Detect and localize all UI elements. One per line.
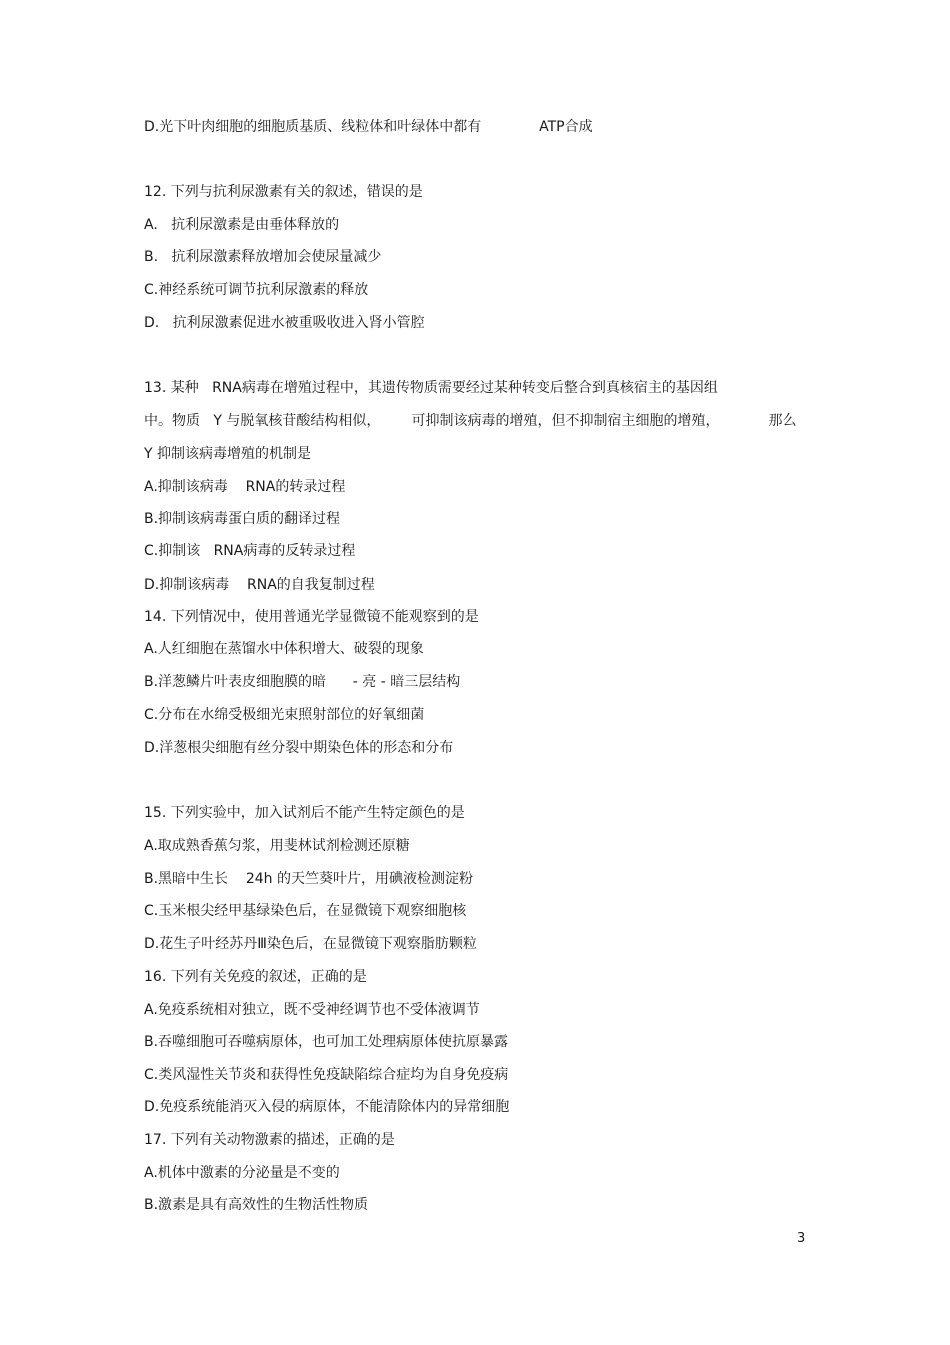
q13-stem-line1: 13. 某种 RNA病毒在增殖过程中，其遗传物质需要经过某种转变后整合到真核宿主的基因组 xyxy=(144,380,718,396)
q13-option-a: A.抑制该病毒 RNA的转录过程 xyxy=(144,479,346,495)
q15-option-c: C.玉米根尖经甲基绿染色后，在显微镜下观察细胞核 xyxy=(144,903,467,919)
q13-option-c: C.抑制该 RNA病毒的反转录过程 xyxy=(144,543,356,559)
q13-stem-line2: 中。物质 Y 与脱氧核苷酸结构相似， 可抑制该病毒的增殖，但不抑制宿主细胞的增殖， 那么 xyxy=(144,413,797,429)
q16-stem: 16. 下列有关免疫的叙述，正确的是 xyxy=(144,969,367,985)
q14-stem: 14. 下列情况中，使用普通光学显微镜不能观察到的是 xyxy=(144,609,479,625)
q17-option-a: A.机体中激素的分泌量是不变的 xyxy=(144,1165,340,1181)
q14-option-d: D.洋葱根尖细胞有丝分裂中期染色体的形态和分布 xyxy=(144,740,454,756)
q12-option-c: C.神经系统可调节抗利尿激素的释放 xyxy=(144,282,369,298)
q12-stem: 12. 下列与抗利尿激素有关的叙述，错误的是 xyxy=(144,184,423,200)
q14-option-c: C.分布在水绵受极细光束照射部位的好氧细菌 xyxy=(144,707,425,723)
q16-option-a: A.免疫系统相对独立，既不受神经调节也不受体液调节 xyxy=(144,1002,480,1018)
page-number: 3 xyxy=(797,1231,806,1246)
q11-option-d: D.光下叶肉细胞的细胞质基质、线粒体和叶绿体中都有 ATP合成 xyxy=(144,119,593,135)
q13-stem-line3: Y 抑制该病毒增殖的机制是 xyxy=(144,446,312,462)
q13-option-b: B.抑制该病毒蛋白质的翻译过程 xyxy=(144,511,341,527)
q16-option-d: D.免疫系统能消灭入侵的病原体，不能清除体内的异常细胞 xyxy=(144,1099,510,1115)
q14-option-a: A.人红细胞在蒸馏水中体积增大、破裂的现象 xyxy=(144,641,424,657)
q15-option-b: B.黑暗中生长 24h 的天竺葵叶片，用碘液检测淀粉 xyxy=(144,871,473,887)
q17-stem: 17. 下列有关动物激素的描述，正确的是 xyxy=(144,1132,395,1148)
q16-option-b: B.吞噬细胞可吞噬病原体，也可加工处理病原体使抗原暴露 xyxy=(144,1034,509,1050)
q16-option-c: C.类风湿性关节炎和获得性免疫缺陷综合症均为自身免疫病 xyxy=(144,1067,509,1083)
q15-option-d: D.花生子叶经苏丹Ⅲ染色后，在显微镜下观察脂肪颗粒 xyxy=(144,936,477,952)
q13-option-d: D.抑制该病毒 RNA的自我复制过程 xyxy=(144,577,375,593)
q17-option-b: B.激素是具有高效性的生物活性物质 xyxy=(144,1197,369,1213)
q15-stem: 15. 下列实验中，加入试剂后不能产生特定颜色的是 xyxy=(144,805,465,821)
q12-option-a: A. 抗利尿激素是由垂体释放的 xyxy=(144,217,340,233)
q12-option-b: B. 抗利尿激素释放增加会使尿量减少 xyxy=(144,249,382,265)
q12-option-d: D. 抗利尿激素促进水被重吸收进入肾小管腔 xyxy=(144,315,425,331)
q15-option-a: A.取成熟香蕉匀浆，用斐林试剂检测还原糖 xyxy=(144,838,410,854)
q14-option-b: B.洋葱鳞片叶表皮细胞膜的暗 - 亮 - 暗三层结构 xyxy=(144,674,461,690)
